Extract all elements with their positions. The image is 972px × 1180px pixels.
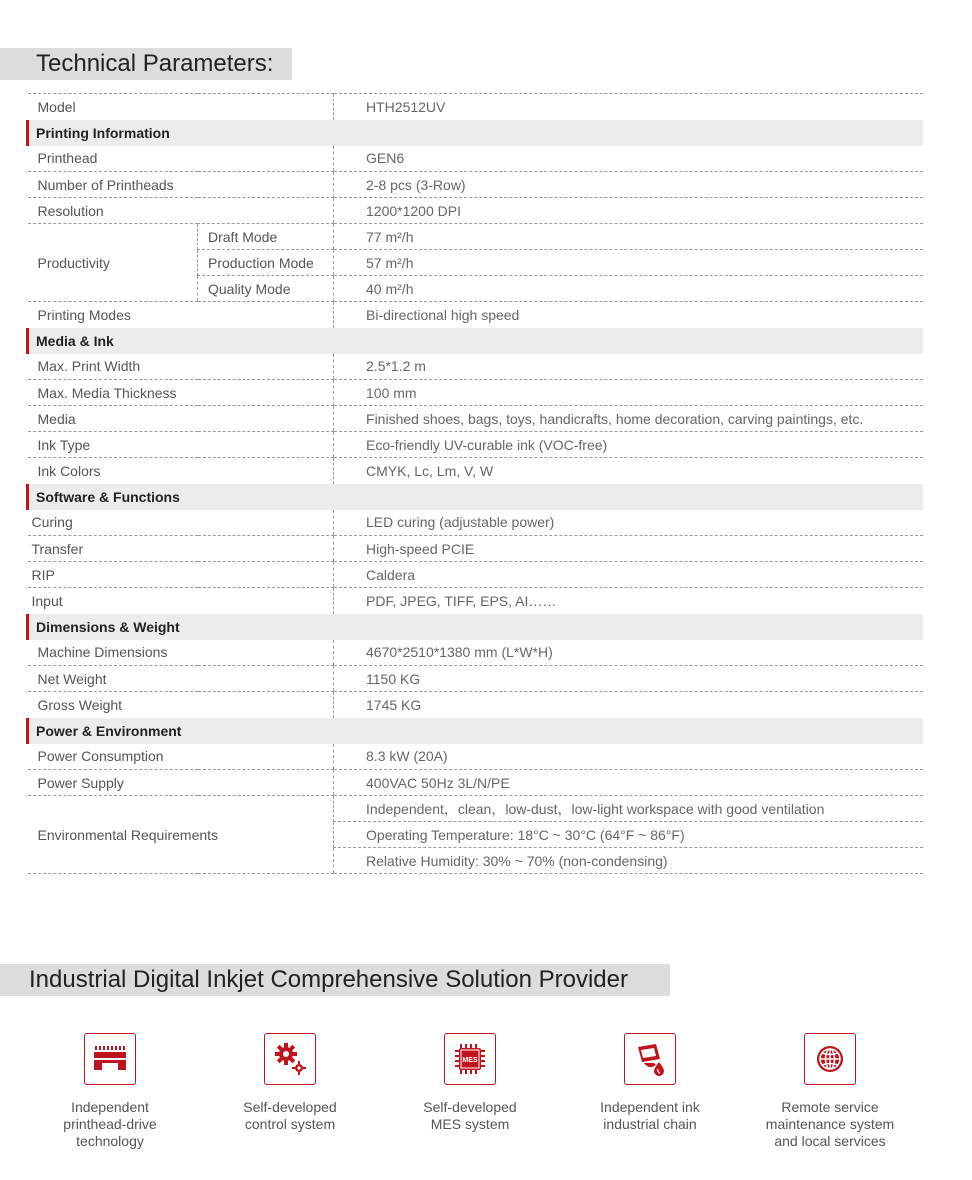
section-header bbox=[28, 718, 923, 744]
technical-parameters-title: Technical Parameters: bbox=[0, 48, 292, 80]
globe-icon bbox=[804, 1033, 856, 1085]
spec-label: Resolution bbox=[28, 198, 334, 224]
table-row bbox=[28, 406, 923, 432]
table-row bbox=[28, 666, 923, 692]
spec-value: GEN6 bbox=[334, 146, 923, 172]
table-row bbox=[28, 432, 923, 458]
spec-value: 8.3 kW (20A) bbox=[334, 744, 923, 770]
section-header bbox=[28, 120, 923, 146]
spec-label: RIP bbox=[28, 562, 334, 588]
section-header bbox=[28, 484, 923, 510]
spec-value: Relative Humidity: 30% ~ 70% (non-condensing) bbox=[334, 848, 923, 874]
table-row bbox=[28, 302, 923, 328]
table-row bbox=[28, 536, 923, 562]
section-title: Power & Environment bbox=[28, 718, 923, 744]
spec-value: PDF, JPEG, TIFF, EPS, AI…… bbox=[334, 588, 923, 614]
feature-ink-chain bbox=[560, 1033, 740, 1150]
table-row bbox=[28, 354, 923, 380]
section-title: Media & Ink bbox=[28, 328, 923, 354]
feature-label: Self-developed control system bbox=[243, 1099, 337, 1132]
feature-control-system bbox=[200, 1033, 380, 1150]
table-row bbox=[28, 744, 923, 770]
section-header bbox=[28, 614, 923, 640]
spec-value: Bi-directional high speed bbox=[334, 302, 923, 328]
feature-remote-service bbox=[740, 1033, 920, 1150]
spec-label: Printhead bbox=[28, 146, 334, 172]
mes-chip-icon bbox=[444, 1033, 496, 1085]
feature-printhead-drive bbox=[20, 1033, 200, 1150]
table-row bbox=[28, 640, 923, 666]
feature-list bbox=[20, 1033, 920, 1150]
spec-label: Power Supply bbox=[28, 770, 334, 796]
spec-value: High-speed PCIE bbox=[334, 536, 923, 562]
spec-label: Max. Print Width bbox=[28, 354, 334, 380]
spec-value: Independent，clean，low-dust，low-light workspace with good ventilation bbox=[334, 796, 923, 822]
spec-label: Model bbox=[28, 94, 334, 120]
spec-label: Transfer bbox=[28, 536, 334, 562]
spec-value: 100 mm bbox=[334, 380, 923, 406]
section-title: Software & Functions bbox=[28, 484, 923, 510]
spec-label: Productivity bbox=[28, 224, 198, 302]
table-row bbox=[28, 510, 923, 536]
section-header bbox=[28, 328, 923, 354]
table-row bbox=[28, 172, 923, 198]
spec-sublabel: Quality Mode bbox=[198, 276, 334, 302]
spec-value: Caldera bbox=[334, 562, 923, 588]
spec-value: LED curing (adjustable power) bbox=[334, 510, 923, 536]
spec-label: Environmental Requirements bbox=[28, 796, 334, 874]
feature-mes-system bbox=[380, 1033, 560, 1150]
feature-label: Independent ink industrial chain bbox=[600, 1099, 700, 1132]
spec-sublabel: Production Mode bbox=[198, 250, 334, 276]
spec-value: 57 m²/h bbox=[334, 250, 923, 276]
spec-label: Ink Type bbox=[28, 432, 334, 458]
solution-provider-title: Industrial Digital Inkjet Comprehensive Solution Provider bbox=[0, 964, 670, 996]
section-title: Printing Information bbox=[28, 120, 923, 146]
spec-value: 1200*1200 DPI bbox=[334, 198, 923, 224]
spec-label: Curing bbox=[28, 510, 334, 536]
spec-label: Ink Colors bbox=[37, 462, 101, 479]
table-row bbox=[28, 562, 923, 588]
feature-label: Remote service maintenance system and local services bbox=[765, 1099, 895, 1149]
table-row bbox=[28, 588, 923, 614]
gear-icon bbox=[264, 1033, 316, 1085]
spec-label: Printing Modes bbox=[37, 306, 131, 323]
table-row bbox=[28, 224, 923, 250]
mes-chip-text: MES bbox=[462, 1057, 478, 1064]
spec-table bbox=[26, 93, 923, 874]
spec-value: 1150 KG bbox=[334, 666, 923, 692]
spec-sublabel: Draft Mode bbox=[198, 224, 334, 250]
table-row bbox=[28, 146, 923, 172]
spec-value: 1745 KG bbox=[334, 692, 923, 718]
printhead-icon bbox=[84, 1033, 136, 1085]
spec-value: 4670*2510*1380 mm (L*W*H) bbox=[334, 640, 923, 666]
spec-value: CMYK, Lc, Lm, V, W bbox=[334, 458, 923, 484]
spec-value: 2.5*1.2 m bbox=[334, 354, 923, 380]
table-row bbox=[28, 94, 923, 120]
table-row bbox=[28, 458, 923, 484]
section-title: Dimensions & Weight bbox=[28, 614, 923, 640]
spec-label: Number of Printheads bbox=[28, 172, 334, 198]
spec-label: Net Weight bbox=[28, 666, 334, 692]
spec-label: Machine Dimensions bbox=[28, 640, 334, 666]
feature-label: Self-developed MES system bbox=[423, 1099, 517, 1132]
table-row bbox=[28, 380, 923, 406]
ink-bucket-icon bbox=[624, 1033, 676, 1085]
spec-value: 400VAC 50Hz 3L/N/PE bbox=[334, 770, 923, 796]
spec-value: Eco-friendly UV-curable ink (VOC-free) bbox=[334, 432, 923, 458]
table-row bbox=[28, 796, 923, 822]
table-row bbox=[28, 692, 923, 718]
table-row bbox=[28, 198, 923, 224]
feature-label: Independent printhead-drive technology bbox=[63, 1099, 157, 1149]
spec-value: 77 m²/h bbox=[334, 224, 923, 250]
table-row bbox=[28, 770, 923, 796]
spec-label: Power Consumption bbox=[28, 744, 334, 770]
spec-label: Gross Weight bbox=[37, 696, 123, 713]
spec-label: Max. Media Thickness bbox=[28, 380, 334, 406]
spec-label: Media bbox=[28, 406, 334, 432]
spec-value: 2-8 pcs (3-Row) bbox=[334, 172, 923, 198]
spec-label: Input bbox=[31, 592, 63, 609]
spec-value: Operating Temperature: 18°C ~ 30°C (64°F ~ 86°F) bbox=[334, 822, 923, 848]
spec-value: Finished shoes, bags, toys, handicrafts, home decoration, carving paintings, etc. bbox=[334, 406, 923, 432]
spec-value: 40 m²/h bbox=[334, 276, 923, 302]
spec-value: HTH2512UV bbox=[334, 94, 923, 120]
